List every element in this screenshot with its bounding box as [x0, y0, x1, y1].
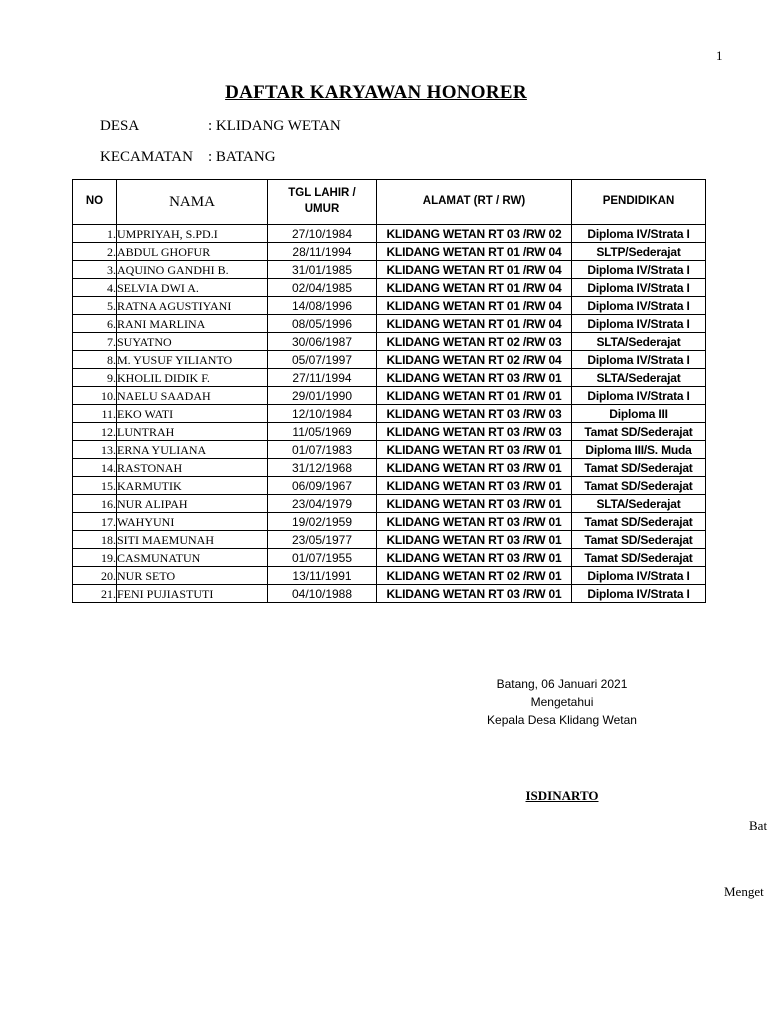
row-education: Tamat SD/Sederajat — [572, 549, 706, 567]
row-number: 7. — [73, 333, 117, 351]
row-address: KLIDANG WETAN RT 03 /RW 01 — [377, 585, 572, 603]
row-birthdate: 29/01/1990 — [268, 387, 377, 405]
staff-table — [72, 179, 706, 603]
row-number: 10. — [73, 387, 117, 405]
table-row — [73, 243, 706, 261]
row-number: 1. — [73, 225, 117, 243]
table-row — [73, 531, 706, 549]
cutoff-text-2: Menget — [724, 884, 764, 899]
row-address: KLIDANG WETAN RT 03 /RW 01 — [377, 513, 572, 531]
row-education: SLTA/Sederajat — [572, 333, 706, 351]
row-name: SUYATNO — [117, 333, 268, 351]
row-address: KLIDANG WETAN RT 03 /RW 01 — [377, 459, 572, 477]
signature-position: Kepala Desa Klidang Wetan — [487, 713, 637, 727]
row-name: AQUINO GANDHI B. — [117, 261, 268, 279]
page-number: 1 — [716, 48, 723, 63]
row-education: Tamat SD/Sederajat — [572, 423, 706, 441]
row-education: Tamat SD/Sederajat — [572, 477, 706, 495]
row-birthdate: 31/01/1985 — [268, 261, 377, 279]
row-education: Tamat SD/Sederajat — [572, 531, 706, 549]
row-education: Diploma IV/Strata I — [572, 225, 706, 243]
cutoff-text-1: Bat — [749, 818, 768, 833]
row-number: 21. — [73, 585, 117, 603]
table-row — [73, 387, 706, 405]
row-name: RANI MARLINA — [117, 315, 268, 333]
row-birthdate: 06/09/1967 — [268, 477, 377, 495]
row-birthdate: 23/04/1979 — [268, 495, 377, 513]
table-row — [73, 315, 706, 333]
row-birthdate: 01/07/1983 — [268, 441, 377, 459]
row-education: Diploma IV/Strata I — [572, 261, 706, 279]
row-education: Diploma III/S. Muda — [572, 441, 706, 459]
row-birthdate: 01/07/1955 — [268, 549, 377, 567]
row-address: KLIDANG WETAN RT 03 /RW 01 — [377, 495, 572, 513]
header-nama: NAMA — [117, 180, 268, 225]
row-education: SLTP/Sederajat — [572, 243, 706, 261]
row-address: KLIDANG WETAN RT 03 /RW 03 — [377, 423, 572, 441]
table-row — [73, 495, 706, 513]
row-address: KLIDANG WETAN RT 02 /RW 04 — [377, 351, 572, 369]
row-number: 17. — [73, 513, 117, 531]
row-number: 12. — [73, 423, 117, 441]
row-number: 2. — [73, 243, 117, 261]
row-address: KLIDANG WETAN RT 03 /RW 01 — [377, 369, 572, 387]
meta-label-desa: DESA — [100, 118, 140, 134]
row-name: SITI MAEMUNAH — [117, 531, 268, 549]
row-address: KLIDANG WETAN RT 01 /RW 04 — [377, 315, 572, 333]
signature-acknowledged: Mengetahui — [530, 695, 594, 709]
row-number: 14. — [73, 459, 117, 477]
meta-label-kecamatan: KECAMATAN — [100, 149, 193, 165]
row-education: Diploma IV/Strata I — [572, 567, 706, 585]
meta-row-kecamatan — [100, 149, 276, 166]
row-education: SLTA/Sederajat — [572, 495, 706, 513]
row-name: NUR ALIPAH — [117, 495, 268, 513]
row-number: 9. — [73, 369, 117, 387]
row-number: 15. — [73, 477, 117, 495]
row-name: FENI PUJIASTUTI — [117, 585, 268, 603]
row-name: KHOLIL DIDIK F. — [117, 369, 268, 387]
row-name: NAELU SAADAH — [117, 387, 268, 405]
table-row — [73, 351, 706, 369]
row-education: Diploma IV/Strata I — [572, 297, 706, 315]
row-birthdate: 13/11/1991 — [268, 567, 377, 585]
row-number: 4. — [73, 279, 117, 297]
row-birthdate: 30/06/1987 — [268, 333, 377, 351]
row-birthdate: 12/10/1984 — [268, 405, 377, 423]
row-number: 13. — [73, 441, 117, 459]
row-address: KLIDANG WETAN RT 03 /RW 02 — [377, 225, 572, 243]
row-education: Diploma IV/Strata I — [572, 315, 706, 333]
row-address: KLIDANG WETAN RT 01 /RW 04 — [377, 279, 572, 297]
row-name: LUNTRAH — [117, 423, 268, 441]
table-row — [73, 279, 706, 297]
row-address: KLIDANG WETAN RT 02 /RW 03 — [377, 333, 572, 351]
header-pendidikan: PENDIDIKAN — [572, 180, 706, 225]
row-name: ABDUL GHOFUR — [117, 243, 268, 261]
row-education: Diploma IV/Strata I — [572, 585, 706, 603]
table-row — [73, 549, 706, 567]
row-birthdate: 27/11/1994 — [268, 369, 377, 387]
row-education: SLTA/Sederajat — [572, 369, 706, 387]
signature-name: ISDINARTO — [525, 788, 599, 803]
table-row — [73, 459, 706, 477]
row-number: 5. — [73, 297, 117, 315]
cutoff-text-row-1 — [0, 818, 768, 838]
row-name: WAHYUNI — [117, 513, 268, 531]
row-birthdate: 05/07/1997 — [268, 351, 377, 369]
row-education: Diploma IV/Strata I — [572, 279, 706, 297]
header-tgl-line1: TGL LAHIR / — [288, 187, 356, 200]
row-address: KLIDANG WETAN RT 03 /RW 03 — [377, 405, 572, 423]
row-birthdate: 02/04/1985 — [268, 279, 377, 297]
row-address: KLIDANG WETAN RT 03 /RW 01 — [377, 531, 572, 549]
row-birthdate: 08/05/1996 — [268, 315, 377, 333]
row-birthdate: 23/05/1977 — [268, 531, 377, 549]
row-address: KLIDANG WETAN RT 03 /RW 01 — [377, 441, 572, 459]
row-address: KLIDANG WETAN RT 03 /RW 01 — [377, 477, 572, 495]
row-birthdate: 31/12/1968 — [268, 459, 377, 477]
row-address: KLIDANG WETAN RT 01 /RW 04 — [377, 261, 572, 279]
table-row — [73, 405, 706, 423]
row-education: Diploma IV/Strata I — [572, 387, 706, 405]
table-row — [73, 585, 706, 603]
cutoff-text-row-2 — [0, 884, 768, 904]
meta-value-desa: : KLIDANG WETAN — [208, 118, 341, 134]
table-row — [73, 261, 706, 279]
row-name: EKO WATI — [117, 405, 268, 423]
row-address: KLIDANG WETAN RT 02 /RW 01 — [377, 567, 572, 585]
row-name: RATNA AGUSTIYANI — [117, 297, 268, 315]
row-name: SELVIA DWI A. — [117, 279, 268, 297]
meta-row-desa — [100, 118, 341, 135]
row-name: CASMUNATUN — [117, 549, 268, 567]
row-birthdate: 14/08/1996 — [268, 297, 377, 315]
row-number: 16. — [73, 495, 117, 513]
row-number: 19. — [73, 549, 117, 567]
row-name: KARMUTIK — [117, 477, 268, 495]
table-row — [73, 441, 706, 459]
row-birthdate: 11/05/1969 — [268, 423, 377, 441]
meta-value-kecamatan: : BATANG — [208, 149, 276, 165]
row-birthdate: 28/11/1994 — [268, 243, 377, 261]
header-tgl — [268, 180, 377, 225]
row-name: RASTONAH — [117, 459, 268, 477]
row-number: 8. — [73, 351, 117, 369]
row-address: KLIDANG WETAN RT 01 /RW 04 — [377, 297, 572, 315]
header-no: NO — [73, 180, 117, 225]
row-birthdate: 27/10/1984 — [268, 225, 377, 243]
row-address: KLIDANG WETAN RT 03 /RW 01 — [377, 549, 572, 567]
table-row — [73, 369, 706, 387]
row-name: ERNA YULIANA — [117, 441, 268, 459]
row-education: Tamat SD/Sederajat — [572, 513, 706, 531]
row-address: KLIDANG WETAN RT 01 /RW 01 — [377, 387, 572, 405]
row-birthdate: 04/10/1988 — [268, 585, 377, 603]
row-number: 6. — [73, 315, 117, 333]
row-education: Diploma III — [572, 405, 706, 423]
table-row — [73, 225, 706, 243]
table-row — [73, 513, 706, 531]
signature-place-date: Batang, 06 Januari 2021 — [496, 677, 628, 691]
row-birthdate: 19/02/1959 — [268, 513, 377, 531]
table-row — [73, 333, 706, 351]
row-number: 3. — [73, 261, 117, 279]
row-number: 20. — [73, 567, 117, 585]
table-row — [73, 297, 706, 315]
row-number: 11. — [73, 405, 117, 423]
document-title-text: DAFTAR KARYAWAN HONORER — [225, 82, 527, 103]
row-name: NUR SETO — [117, 567, 268, 585]
header-alamat: ALAMAT (RT / RW) — [377, 180, 572, 225]
table-row — [73, 423, 706, 441]
document-title — [0, 82, 752, 104]
header-tgl-line2: UMUR — [304, 203, 340, 215]
row-name: M. YUSUF YILIANTO — [117, 351, 268, 369]
table-row — [73, 477, 706, 495]
table-row — [73, 567, 706, 585]
row-education: Tamat SD/Sederajat — [572, 459, 706, 477]
row-name: UMPRIYAH, S.PD.I — [117, 225, 268, 243]
row-address: KLIDANG WETAN RT 01 /RW 04 — [377, 243, 572, 261]
table-header-row — [73, 180, 706, 225]
row-number: 18. — [73, 531, 117, 549]
row-education: Diploma IV/Strata I — [572, 351, 706, 369]
